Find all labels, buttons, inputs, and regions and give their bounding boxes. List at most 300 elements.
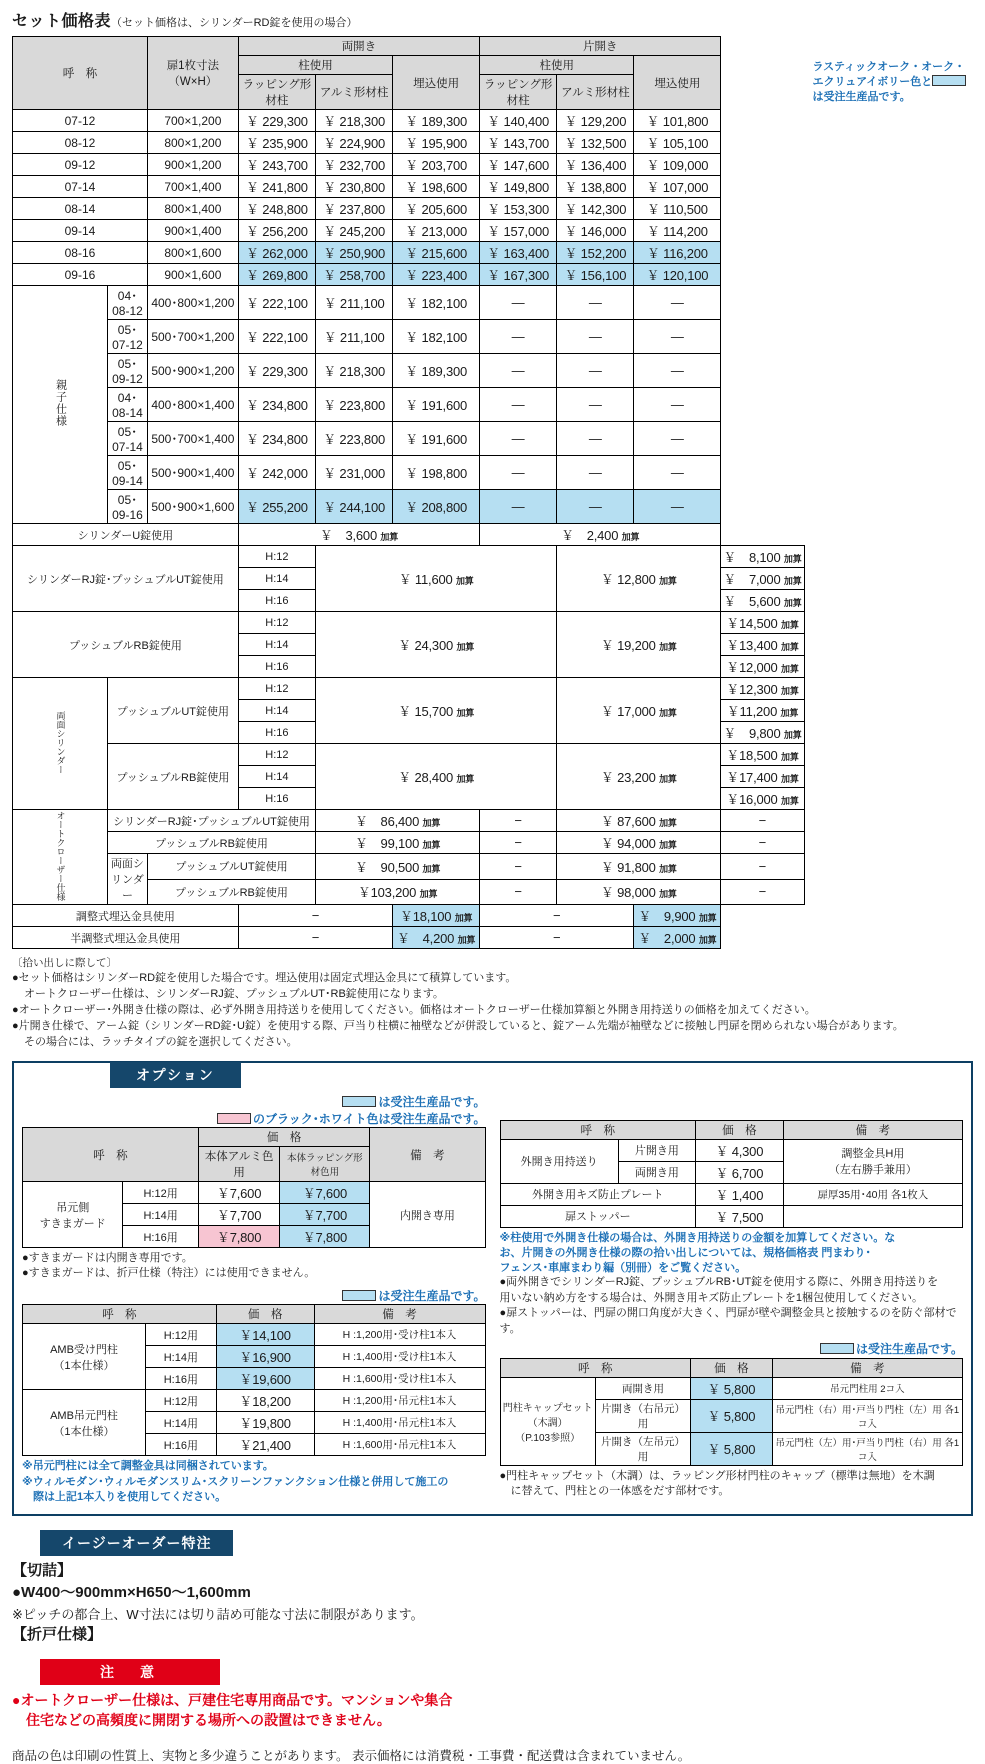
soto-header-row	[500, 1120, 963, 1139]
price-cell-5: —	[634, 422, 721, 456]
price-cell-2: ￥ 195,900	[393, 132, 480, 154]
row-dimension: 500･900×1,600	[147, 490, 238, 524]
main-table-area	[12, 36, 973, 949]
price-cell-4: ￥ 129,200	[557, 110, 634, 132]
cap-type: 両開き用	[595, 1377, 690, 1399]
price-cell-4: ￥ 142,300	[557, 198, 634, 220]
legend-cap	[500, 1341, 964, 1358]
row-name: 08-14	[13, 198, 148, 220]
price-cell-5: ￥ 110,500	[634, 198, 721, 220]
soto-note-line: ●両外開きでシリンダーRJ錠、プッシュブルRB･UT錠を使用する際に、外開き用持送りを	[499, 1276, 939, 1289]
price-cell-3: ￥ 149,800	[480, 176, 557, 198]
soto-note-line: ※柱使用で外開き仕様の場合は、外開き用持送りの金額を加算してください。な	[499, 1231, 896, 1244]
amb-note-line: ※ウィルモダン･ウィルモダンスリム･スクリーンファンクション仕様と併用して施工の	[22, 1475, 449, 1488]
price-cell-0: ￥ 229,300	[238, 354, 315, 388]
set-price-table	[12, 36, 805, 949]
soto-price: ￥ 1,400	[696, 1183, 784, 1205]
embed-hardware-row	[13, 927, 805, 949]
lock-embed-price: ￥12,300 加算	[721, 678, 804, 700]
cap-header-price: 価 格	[691, 1358, 773, 1377]
soto-note: 調整金具H用 （左右勝手兼用）	[783, 1139, 962, 1183]
price-cell-3: —	[480, 456, 557, 490]
amb-height: H:16用	[146, 1434, 217, 1456]
lock-embed-price: ￥17,400 加算	[721, 766, 804, 788]
amb-note: H :1,600用･吊元柱1本入	[314, 1434, 485, 1456]
table-row	[13, 220, 805, 242]
lock-double-price: ￥ 24,300 加算	[316, 612, 557, 678]
lock-embed-price: ￥13,400 加算	[721, 634, 804, 656]
row-dimension: 800×1,200	[147, 132, 238, 154]
lock-single-price: ￥ 23,200 加算	[557, 744, 721, 810]
closer-double-price: ￥103,200 加算	[316, 879, 480, 905]
header-wrap-double: ラッピング形材柱	[238, 75, 315, 110]
lock-group-label: プッシュブルUT錠使用	[108, 678, 239, 744]
easy-order-line-2: ※ピッチの都合上、W寸法には切り詰め可能な寸法に制限があります。	[12, 1606, 424, 1622]
pickup-line: オートクローザー仕様は、シリンダーRJ錠、プッシュブルUT･RB錠使用になります。	[24, 988, 444, 1001]
row-dimension: 500･700×1,200	[147, 320, 238, 354]
soto-row-name: 外開き用キズ防止プレート	[500, 1183, 696, 1205]
sukima-row	[23, 1182, 486, 1204]
lock-double-price: ￥ 15,700 加算	[316, 678, 557, 744]
row-dimension: 500･900×1,200	[147, 354, 238, 388]
amb-price: ￥19,600	[216, 1368, 314, 1390]
table-row	[13, 198, 805, 220]
closer-single-embed: −	[721, 810, 804, 832]
table-row	[13, 132, 805, 154]
price-cell-1: ￥ 258,700	[316, 264, 393, 286]
cap-group-label: 門柱キャップセット （木調） （P.103参照）	[500, 1377, 595, 1465]
lock-embed-price: ￥ 5,600 加算	[721, 590, 804, 612]
sukima-header-note: 備 考	[370, 1128, 485, 1182]
embed-double-price: −	[238, 905, 392, 927]
price-cell-4: —	[557, 422, 634, 456]
post-cap-set-table	[500, 1358, 964, 1466]
row-name: 05･07-12	[108, 320, 148, 354]
price-cell-0: ￥ 269,800	[238, 264, 315, 286]
row-name: 05･09-12	[108, 354, 148, 388]
price-cell-4: —	[557, 286, 634, 320]
attention-banner: 注 意	[40, 1659, 220, 1685]
price-cell-3: —	[480, 286, 557, 320]
lock-embed-price: ￥14,500 加算	[721, 612, 804, 634]
sukima-wrap-price: ￥7,800	[280, 1226, 370, 1248]
price-cell-1: ￥ 232,700	[316, 154, 393, 176]
main-table-wrap	[12, 36, 805, 949]
cap-header-note: 備 考	[772, 1358, 962, 1377]
header-post-use-single: 柱使用	[480, 56, 634, 75]
cylinder-u-single: ￥ 2,400 加算	[480, 524, 721, 546]
price-cell-1: ￥ 244,100	[316, 490, 393, 524]
price-cell-5: —	[634, 456, 721, 490]
lock-single-price: ￥ 12,800 加算	[557, 546, 721, 612]
price-cell-4: —	[557, 456, 634, 490]
soto-row-sub: 片開き用	[618, 1139, 695, 1161]
soto-row	[500, 1205, 963, 1227]
legend-blue-text-2: は受注生産品です。	[378, 1288, 486, 1303]
price-cell-0: ￥ 243,700	[238, 154, 315, 176]
row-dimension: 800×1,600	[147, 242, 238, 264]
table-row	[13, 388, 805, 422]
soto-row-sub: 両開き用	[618, 1161, 695, 1183]
oyako-group-label: 親子仕様	[13, 286, 108, 524]
closer-group-label: オートクローザー仕様	[13, 810, 108, 905]
lock-double-price: ￥ 11,600 加算	[316, 546, 557, 612]
price-cell-0: ￥ 242,000	[238, 456, 315, 490]
header-dimension: 扉1枚寸法 （W×H）	[147, 37, 238, 110]
row-name: 08-12	[13, 132, 148, 154]
height-label: H:12	[238, 744, 315, 766]
page-title-sub: （セット価格は、シリンダーRD錠を使用の場合）	[111, 17, 358, 29]
legend-blue-text-3: は受注生産品です。	[855, 1342, 963, 1356]
outward-open-notes	[500, 1231, 964, 1337]
closer-single-embed: −	[721, 832, 804, 854]
header-embed-single: 埋込使用	[634, 56, 721, 110]
price-cell-0: ￥ 262,000	[238, 242, 315, 264]
blue-chip-2	[342, 1290, 376, 1301]
soto-note-line: 用いない納め方をする場合は、外開き用キズ防止プレートを1梱包使用してください。	[499, 1291, 923, 1304]
soto-row-name: 外開き用持送り	[500, 1139, 618, 1183]
easy-order-banner: イージーオーダー特注	[40, 1530, 233, 1556]
price-cell-4: —	[557, 388, 634, 422]
amb-header-row	[23, 1305, 486, 1324]
header-alumi-single: アルミ形材柱	[557, 75, 634, 110]
lock-embed-price: ￥ 7,000 加算	[721, 568, 804, 590]
attention-section	[12, 1659, 973, 1731]
price-cell-2: ￥ 189,300	[393, 110, 480, 132]
price-cell-0: ￥ 255,200	[238, 490, 315, 524]
row-dimension: 900×1,600	[147, 264, 238, 286]
cap-note: 吊元門柱（左）用･戸当り門柱（右）用 各1コ入	[772, 1432, 962, 1465]
price-cell-1: ￥ 250,900	[316, 242, 393, 264]
header-name: 呼 称	[13, 37, 148, 110]
row-name: 07-14	[13, 176, 148, 198]
legend-pink-text: のブラック･ホワイト色は受注生産品です。	[253, 1111, 486, 1126]
height-label: H:14	[238, 568, 315, 590]
table-row	[13, 242, 805, 264]
legend-blue-text: は受注生産品です。	[378, 1094, 486, 1109]
price-cell-5: —	[634, 354, 721, 388]
sukima-wrap-price: ￥7,700	[280, 1204, 370, 1226]
price-cell-5: —	[634, 388, 721, 422]
price-cell-0: ￥ 222,100	[238, 286, 315, 320]
sukima-bullet: ●すきまガードは内開き専用です。	[22, 1252, 193, 1265]
price-cell-4: —	[557, 490, 634, 524]
easy-order-section	[12, 1530, 973, 1647]
header-double-open: 両開き	[238, 37, 479, 56]
table-row	[13, 286, 805, 320]
sukima-header-wrap: 本体ラッピング形材色用	[280, 1147, 370, 1182]
soto-header-price: 価 格	[696, 1120, 784, 1139]
table-row	[13, 354, 805, 388]
easy-order-body	[12, 1560, 973, 1647]
lock-embed-price: ￥ 9,800 加算	[721, 722, 804, 744]
amb-group-label: AMB受け門柱 （1本仕様）	[23, 1324, 146, 1390]
price-cell-1: ￥ 230,800	[316, 176, 393, 198]
closer-double-embed: −	[480, 879, 557, 905]
price-cell-2: ￥ 191,600	[393, 422, 480, 456]
amb-price: ￥21,400	[216, 1434, 314, 1456]
page-title-row	[12, 0, 973, 36]
price-cell-0: ￥ 234,800	[238, 422, 315, 456]
pickup-lines	[12, 971, 973, 1051]
embed-row-label: 調整式埋込金具使用	[13, 905, 239, 927]
sukima-row-label: 吊元側 すきまガード	[23, 1182, 123, 1248]
table-header-row	[13, 37, 805, 56]
header-embed-double: 埋込使用	[393, 56, 480, 110]
sukima-header-name: 呼 称	[23, 1128, 199, 1182]
cap-note-line: ●門柱キャップセット（木調）は、ラッピング形材門柱のキャップ（標準は無地）を木調	[499, 1469, 935, 1482]
price-cell-1: ￥ 218,300	[316, 354, 393, 388]
closer-double-cylinder-label: 両面シリンダー	[108, 854, 148, 905]
price-cell-0: ￥ 235,900	[238, 132, 315, 154]
lock-surcharge-row	[13, 546, 805, 568]
cylinder-u-row	[13, 524, 805, 546]
closer-row-label: プッシュブルUT錠使用	[147, 854, 315, 880]
cap-note: 吊元門柱（右）用･戸当り門柱（左）用 各1コ入	[772, 1399, 962, 1432]
table-row	[13, 490, 805, 524]
easy-order-line-1: ●W400〜900mm×H650〜1,600mm	[12, 1584, 251, 1602]
soto-price: ￥ 4,300	[696, 1139, 784, 1161]
header-wrap-single: ラッピング形材柱	[480, 75, 557, 110]
table-row	[13, 176, 805, 198]
height-label: H:16	[238, 788, 315, 810]
page-title: セット価格表	[12, 13, 112, 30]
amb-header-price: 価 格	[216, 1305, 314, 1324]
closer-double-price: ￥ 86,400 加算	[316, 810, 480, 832]
double-cylinder-group-label: 両面シリンダー	[13, 678, 108, 810]
amb-height: H:16用	[146, 1368, 217, 1390]
price-cell-1: ￥ 237,800	[316, 198, 393, 220]
height-label: H:14	[238, 766, 315, 788]
legend-sukima	[22, 1094, 486, 1127]
embed-single-embed: ￥ 2,000 加算	[634, 927, 721, 949]
price-cell-2: ￥ 208,800	[393, 490, 480, 524]
price-cell-1: ￥ 211,100	[316, 286, 393, 320]
row-dimension: 700×1,400	[147, 176, 238, 198]
price-cell-4: ￥ 152,200	[557, 242, 634, 264]
price-cell-0: ￥ 229,300	[238, 110, 315, 132]
sukima-alumi-price: ￥7,700	[198, 1204, 280, 1226]
row-dimension: 400･800×1,200	[147, 286, 238, 320]
embed-single-price: −	[480, 905, 634, 927]
soto-header-name: 呼 称	[500, 1120, 696, 1139]
lock-double-price: ￥ 28,400 加算	[316, 744, 557, 810]
height-label: H:12	[238, 612, 315, 634]
table-row	[13, 422, 805, 456]
closer-single-embed: −	[721, 879, 804, 905]
table-row	[13, 320, 805, 354]
lock-group-label: プッシュブルRB錠使用	[108, 744, 239, 810]
cylinder-u-double: ￥ 3,600 加算	[238, 524, 479, 546]
price-cell-1: ￥ 218,300	[316, 110, 393, 132]
closer-single-price: ￥ 87,600 加算	[557, 810, 721, 832]
header-post-use-double: 柱使用	[238, 56, 392, 75]
lock-single-price: ￥ 17,000 加算	[557, 678, 721, 744]
option-panel	[12, 1061, 973, 1516]
amb-price: ￥18,200	[216, 1390, 314, 1412]
row-name: 04･08-12	[108, 286, 148, 320]
price-cell-3: —	[480, 422, 557, 456]
lock-surcharge-row	[13, 744, 805, 766]
price-cell-2: ￥ 198,600	[393, 176, 480, 198]
amb-note: H :1,200用･吊元柱1本入	[314, 1390, 485, 1412]
sukima-height: H:14用	[123, 1204, 198, 1226]
cap-type: 片開き（左吊元）用	[595, 1432, 690, 1465]
row-name: 09-12	[13, 154, 148, 176]
attention-line-2: 住宅などの高頻度に開閉する場所への設置はできません。	[26, 1711, 391, 1728]
price-cell-1: ￥ 245,200	[316, 220, 393, 242]
amb-height: H:12用	[146, 1390, 217, 1412]
soto-row	[500, 1183, 963, 1205]
row-dimension: 400･800×1,400	[147, 388, 238, 422]
row-dimension: 900×1,200	[147, 154, 238, 176]
lock-embed-price: ￥11,200 加算	[721, 700, 804, 722]
height-label: H:16	[238, 722, 315, 744]
price-cell-3: ￥ 140,400	[480, 110, 557, 132]
amb-row	[23, 1390, 486, 1412]
lock-embed-price: ￥16,000 加算	[721, 788, 804, 810]
closer-double-price: ￥ 99,100 加算	[316, 832, 480, 854]
top-note-text2: は受注生産品です。	[812, 90, 911, 103]
lock-surcharge-row	[13, 678, 805, 700]
embed-double-embed: ￥18,100 加算	[393, 905, 480, 927]
price-cell-4: ￥ 132,500	[557, 132, 634, 154]
closer-single-price: ￥ 91,800 加算	[557, 854, 721, 880]
amb-note: H :1,200用･受け柱1本入	[314, 1324, 485, 1346]
cap-type: 片開き（右吊元）用	[595, 1399, 690, 1432]
header-single-open: 片開き	[480, 37, 721, 56]
footer-note: 商品の色は印刷の性質上、実物と多少違うことがあります。 表示価格には消費税・工事費・配送費は含まれていません。	[12, 1749, 691, 1764]
cap-row	[500, 1377, 963, 1399]
price-cell-5: ￥ 114,200	[634, 220, 721, 242]
cap-note: 吊元門柱用 2コ入	[772, 1377, 962, 1399]
price-cell-1: ￥ 223,800	[316, 388, 393, 422]
soto-note: 扉厚35用･40用 各1枚入	[783, 1183, 962, 1205]
row-name: 09-14	[13, 220, 148, 242]
row-dimension: 900×1,400	[147, 220, 238, 242]
price-cell-2: ￥ 213,000	[393, 220, 480, 242]
lock-group-label: プッシュブルRB錠使用	[13, 612, 239, 678]
closer-row-label: プッシュブルRB錠使用	[147, 879, 315, 905]
amb-price: ￥19,800	[216, 1412, 314, 1434]
row-dimension: 800×1,400	[147, 198, 238, 220]
amb-height: H:14用	[146, 1412, 217, 1434]
price-cell-4: —	[557, 320, 634, 354]
sukima-header-price: 価 格	[198, 1128, 370, 1147]
sukima-header-alumi: 本体アルミ色用	[198, 1147, 280, 1182]
price-cell-5: ￥ 107,000	[634, 176, 721, 198]
sukima-guard-table	[22, 1127, 486, 1248]
price-cell-2: ￥ 215,600	[393, 242, 480, 264]
outward-open-table	[500, 1120, 964, 1228]
height-label: H:12	[238, 546, 315, 568]
blue-chip	[342, 1096, 376, 1107]
row-name: 05･07-14	[108, 422, 148, 456]
price-cell-0: ￥ 234,800	[238, 388, 315, 422]
amb-header-note: 備 考	[314, 1305, 485, 1324]
easy-order-heading-1: 【切詰】	[12, 1561, 73, 1579]
cap-header-name: 呼 称	[500, 1358, 691, 1377]
row-name: 05･09-14	[108, 456, 148, 490]
sukima-header-row	[23, 1128, 486, 1147]
height-label: H:12	[238, 678, 315, 700]
cylinder-u-label: シリンダーU錠使用	[13, 524, 239, 546]
amb-group-label: AMB吊元門柱 （1本仕様）	[23, 1390, 146, 1456]
closer-row-label: シリンダーRJ錠･プッシュブルUT錠使用	[108, 810, 316, 832]
price-cell-1: ￥ 223,800	[316, 422, 393, 456]
closer-double-embed: −	[480, 854, 557, 880]
price-cell-3: ￥ 157,000	[480, 220, 557, 242]
embed-double-price: −	[238, 927, 392, 949]
lock-embed-price: ￥ 8,100 加算	[721, 546, 804, 568]
price-cell-1: ￥ 211,100	[316, 320, 393, 354]
legend-amb	[22, 1288, 486, 1305]
price-cell-2: ￥ 182,100	[393, 320, 480, 354]
amb-row	[23, 1324, 486, 1346]
price-cell-3: —	[480, 320, 557, 354]
soto-row-name: 扉ストッパー	[500, 1205, 696, 1227]
option-right-column	[500, 1094, 964, 1506]
pickup-line: ●片開き仕様で、アーム錠（シリンダーRD錠･U錠）を使用する際、戸当り柱横に袖壁などが併設していると、錠アーム先端が袖壁などに接触し門扉を閉められない場合があります。	[12, 1020, 904, 1033]
price-cell-0: ￥ 222,100	[238, 320, 315, 354]
amb-note: H :1,400用･受け柱1本入	[314, 1346, 485, 1368]
price-cell-5: ￥ 101,800	[634, 110, 721, 132]
price-cell-3: —	[480, 388, 557, 422]
price-cell-4: —	[557, 354, 634, 388]
option-left-column	[22, 1094, 486, 1506]
price-cell-5: ￥ 105,100	[634, 132, 721, 154]
price-cell-5: ￥ 120,100	[634, 264, 721, 286]
soto-note-line: お、片開きの外開き仕様の際の拾い出しについては、規格価格表 門まわり･	[499, 1246, 871, 1259]
price-cell-2: ￥ 189,300	[393, 354, 480, 388]
amb-header-name: 呼 称	[23, 1305, 217, 1324]
price-cell-2: ￥ 203,700	[393, 154, 480, 176]
option-banner: オプション	[110, 1062, 241, 1088]
closer-double-embed: −	[480, 810, 557, 832]
price-cell-3: ￥ 163,400	[480, 242, 557, 264]
embed-row-label: 半調整式埋込金具使用	[13, 927, 239, 949]
cap-price: ￥ 5,800	[691, 1377, 773, 1399]
amb-post-table	[22, 1304, 486, 1456]
embed-single-price: −	[480, 927, 634, 949]
closer-double-price: ￥ 90,500 加算	[316, 854, 480, 880]
pickup-line: ●オートクローザー･外開き仕様の際は、必ず外開き用持送りを使用してください。価格はオートクローザー仕様加算額と外開き用持送りの価格を加えてください。	[12, 1004, 816, 1017]
right-col-spacer	[500, 1094, 964, 1120]
pickup-title: 〔拾い出しに際して〕	[12, 957, 117, 969]
post-cap-notes	[500, 1469, 964, 1500]
row-name: 04･08-14	[108, 388, 148, 422]
sukima-bullet: ●すきまガードは、折戸仕様（特注）には使用できません。	[22, 1267, 316, 1280]
lock-embed-price: ￥18,500 加算	[721, 744, 804, 766]
price-cell-0: ￥ 256,200	[238, 220, 315, 242]
amb-note-line: 際は上記1本入りを使用してください。	[22, 1491, 227, 1504]
cap-price: ￥ 5,800	[691, 1432, 773, 1465]
price-cell-1: ￥ 224,900	[316, 132, 393, 154]
amb-note-line: ※吊元門柱には全て調整金具は同梱されています。	[22, 1460, 274, 1473]
price-cell-5: —	[634, 320, 721, 354]
price-cell-5: ￥ 109,000	[634, 154, 721, 176]
sukima-note: 内開き専用	[370, 1182, 485, 1248]
height-label: H:14	[238, 634, 315, 656]
price-cell-3: —	[480, 354, 557, 388]
price-cell-3: ￥ 143,700	[480, 132, 557, 154]
soto-price: ￥ 7,500	[696, 1205, 784, 1227]
sukima-alumi-price: ￥7,600	[198, 1182, 280, 1204]
attention-body	[12, 1690, 973, 1731]
pickup-notes	[12, 956, 973, 1051]
amb-height: H:14用	[146, 1346, 217, 1368]
pink-chip	[217, 1113, 251, 1124]
